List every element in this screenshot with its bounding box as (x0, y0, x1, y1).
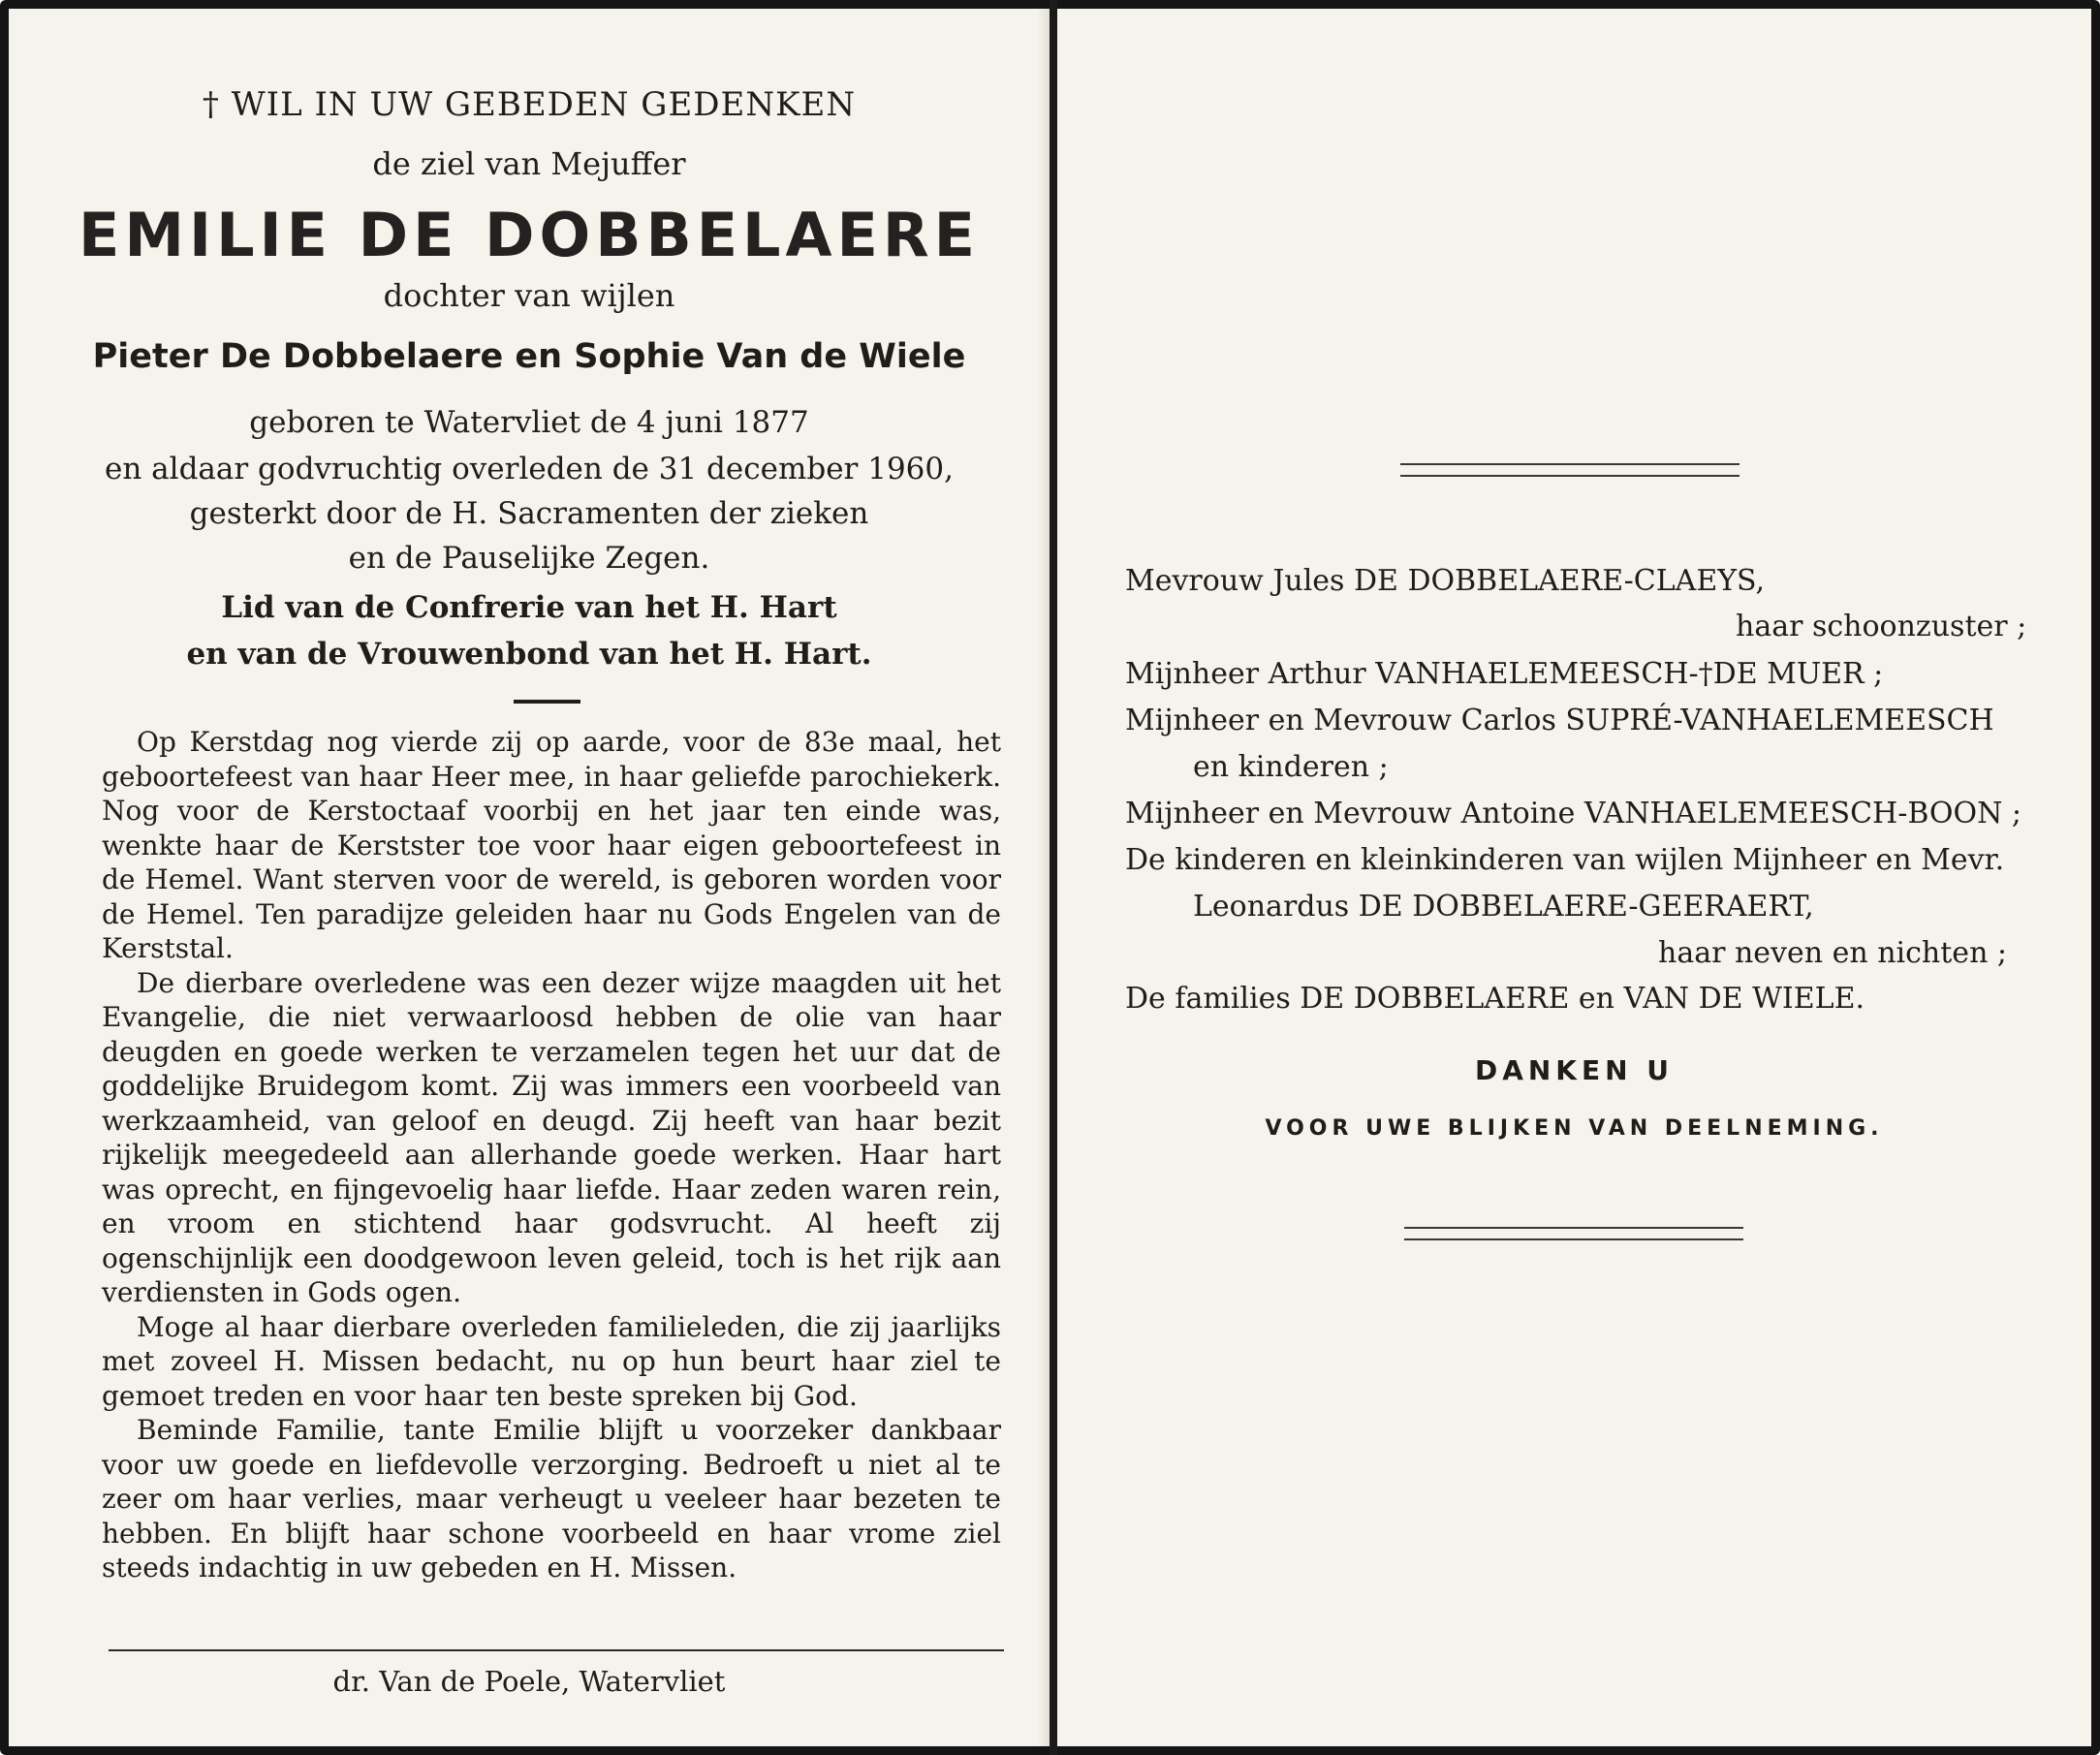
family-line: Mijnheer en Mevrouw Carlos SUPRÉ-VANHAELEMEESCH (1125, 704, 1994, 737)
eulogy-paragraph: Moge al haar dierbare overleden familieleden, die zij jaarlijks met zoveel H. Missen bedacht, nu op hun beurt haar ziel te gemoet treden en voor haar ten beste spreken bij God. (102, 1310, 1001, 1412)
deceased-name: EMILIE DE DOBBELAERE (78, 200, 980, 270)
family-line: Leonardus DE DOBBELAERE-GEERAERT, (1193, 890, 1814, 924)
family-line: haar schoonzuster ; (1736, 610, 2027, 643)
bottom-rule (109, 1649, 1004, 1651)
eulogy-paragraph: Op Kerstdag nog vierde zij op aarde, voor de 83e maal, het geboortefeest van haar Heer mee, in haar geliefde parochiekerk. Nog voor de Kerstoctaaf voorbij en het jaar ten einde was, wenkte haar de Kerstster toe voor haar eigen geboortefeest in de Hemel. Want sterven voor de wereld, is geboren worden voor de Hemel. Ten paradijze geleiden haar nu Gods Engelen van de Kerststal. (102, 726, 1001, 964)
eulogy-text (102, 725, 1001, 1585)
family-line: haar neven en nichten ; (1658, 936, 2008, 970)
blessing-line: en de Pauselijke Zegen. (348, 541, 710, 576)
double-rule-top-a (1400, 463, 1740, 465)
soul-line: de ziel van Mejuffer (372, 145, 686, 182)
double-rule-top-b (1400, 475, 1740, 477)
death-line: en aldaar godvruchtig overleden de 31 december 1960, (105, 452, 954, 486)
family-line: De families DE DOBBELAERE en VAN DE WIELE. (1125, 982, 1865, 1016)
family-line: en kinderen ; (1193, 750, 1389, 784)
parents-names: Pieter De Dobbelaere en Sophie Van de Wiele (92, 337, 966, 376)
thanks-heading: DANKEN U (1474, 1054, 1675, 1086)
birth-line: geboren te Watervliet de 4 juni 1877 (249, 405, 809, 440)
daughter-line: dochter van wijlen (383, 277, 675, 314)
membership-line-1: Lid van de Confrerie van het H. Hart (221, 590, 837, 625)
printer-credit: dr. Van de Poele, Watervliet (332, 1665, 726, 1698)
family-line: De kinderen en kleinkinderen van wijlen Mijnheer en Mevr. (1125, 843, 2005, 877)
double-rule-bottom-a (1404, 1227, 1743, 1229)
prayer-heading: † WIL IN UW GEBEDEN GEDENKEN (202, 85, 857, 124)
eulogy-paragraph: De dierbare overledene was een dezer wijze maagden uit het Evangelie, die niet verwaarloosd hebben de olie van haar deugden en goede werken te verzamelen tegen het uur dat de goddelijke Bruidegom komt. Zij was immers een voorbeeld van werkzaamheid, van geloof en deugd. Zij heeft van haar bezit rijkelijk meegedeeld aan allerhande goede werken. Haar hart was oprecht, en fijngevoelig haar liefde. Haar zeden waren rein, en vroom en stichtend haar godsvrucht. Al heeft zij ogenschijnlijk een doodgewoon leven geleid, toch is het rijk aan verdiensten in Gods ogen. (102, 966, 1001, 1308)
membership-line-2: en van de Vrouwenbond van het H. Hart. (186, 637, 872, 672)
family-line: Mevrouw Jules DE DOBBELAERE-CLAEYS, (1125, 564, 1766, 598)
right-page (1057, 0, 2091, 1755)
family-line: Mijnheer en Mevrouw Antoine VANHAELEMEESCH-BOON ; (1125, 797, 2022, 830)
sacraments-line: gesterkt door de H. Sacramenten der zieken (189, 496, 869, 531)
eulogy-paragraph: Beminde Familie, tante Emilie blijft u voorzeker dankbaar voor uw goede en liefdevolle verzorging. Bedroeft u niet al te zeer om haar verlies, maar verheugt u veeleer haar bezeten te hebben. En blijft haar schone voorbeeld en haar vrome ziel steeds indachtig in uw gebeden en H. Missen. (102, 1414, 1001, 1583)
family-line: Mijnheer Arthur VANHAELEMEESCH-†DE MUER ; (1125, 657, 1884, 691)
double-rule-bottom-b (1404, 1238, 1743, 1240)
thanks-subheading: VOOR UWE BLIJKEN VAN DEELNEMING. (1265, 1116, 1884, 1141)
separator-dash (514, 700, 580, 704)
center-fold (1050, 0, 1057, 1755)
left-page (9, 0, 1050, 1755)
